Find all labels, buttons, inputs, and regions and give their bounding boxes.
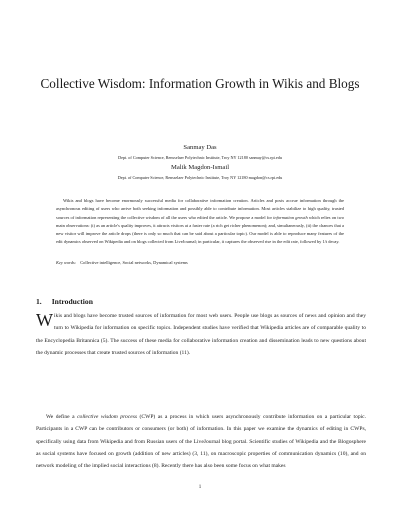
intro-paragraph-2-emphasis: collective wisdom process <box>77 414 138 420</box>
paper-title: Collective Wisdom: Information Growth in Wikis and Blogs <box>40 76 360 91</box>
keywords <box>56 259 344 267</box>
intro-paragraph-2-part1: We define a <box>46 414 78 420</box>
page-number: 1 <box>198 485 202 490</box>
author-affiliation-1: Dept. of Computer Science, Rensselaer Polytechnic Institute, Troy NY 12180 sanmay@cs.rpi.edu <box>118 155 282 160</box>
author-name-2: Malik Magdon-Ismail <box>170 164 230 171</box>
intro-paragraph-1-text: ikis and blogs have become trusted sources of information for most web users. People use blogs as sources of news and opinion and they turn to Wikipedia for information on specific topics. Independent studies have verified that Wikipedia articles are of comparable quality to the Encyclopedia Britannica (5). The success of these media for collaborative information creation and dissemination leads to new questions about the dynamic processes that create trusted sources of information (11). <box>36 313 366 357</box>
section-number: 1. <box>36 297 42 306</box>
intro-paragraph-2 <box>36 411 366 473</box>
author-name-1: Sanmay Das <box>183 144 217 151</box>
section-heading <box>36 297 366 306</box>
abstract-emphasis: information growth <box>273 214 308 220</box>
abstract-text-part1: Wikis and blogs have become enormously successful media for collaborative information creation. Articles and posts accrue information through the asynchronous editing of users who arrive both seeking information and possibly able to contribute information. Most articles stabilize to high quality, trusted sources of information representing the collective wisdom of all the users who edited the article. We propose a model for <box>56 198 344 220</box>
abstract <box>56 197 344 247</box>
intro-paragraph-2-part2: (CWP) as a process in which users asynchronously contribute information on a particular topic. Participants in a CWP can be contributors or consumers (or both) of information. In this paper we examine the dynamics of editing in CWPs, specifically using data from Wikipedia and from Russian users of the LiveJournal blog portal. Scientific studies of Wikipedia and the Blogosphere as social systems have focused on growth (addition of new articles) (3, 11), on macroscopic properties of communication dynamics (10), and on network modeling of the implied social interactions (8). Recently there has also been some focus on what makes <box>36 414 367 470</box>
keywords-label: Key words: <box>56 260 77 265</box>
drop-cap: W <box>36 310 53 330</box>
abstract-text <box>56 197 344 247</box>
section-title: Introduction <box>51 297 93 306</box>
author-affiliation-2: Dept. of Computer Science, Rensselaer Polytechnic Institute, Troy NY 12180 magdon@cs.rpi.edu <box>117 175 283 180</box>
keywords-list: Collective intelligence, Social networks, Dynamical systems <box>80 260 188 265</box>
intro-paragraph-1 <box>36 310 366 359</box>
abstract-text-part2: which relies on two main observations: (i) as an article's quality improves, it attracts visitors at a faster rate (a rich get richer phenomenon); and, simultaneously, (ii) the chances that a new visitor will improve the article drops (there is only so much that can be said about a particular topic). Our model is able to reproduce many features of the edit dynamics observed on Wikipedia and on blogs collected from LiveJournal; in particular, it captures the observed rise in the edit rate, followed by 1/t decay. <box>56 214 344 245</box>
